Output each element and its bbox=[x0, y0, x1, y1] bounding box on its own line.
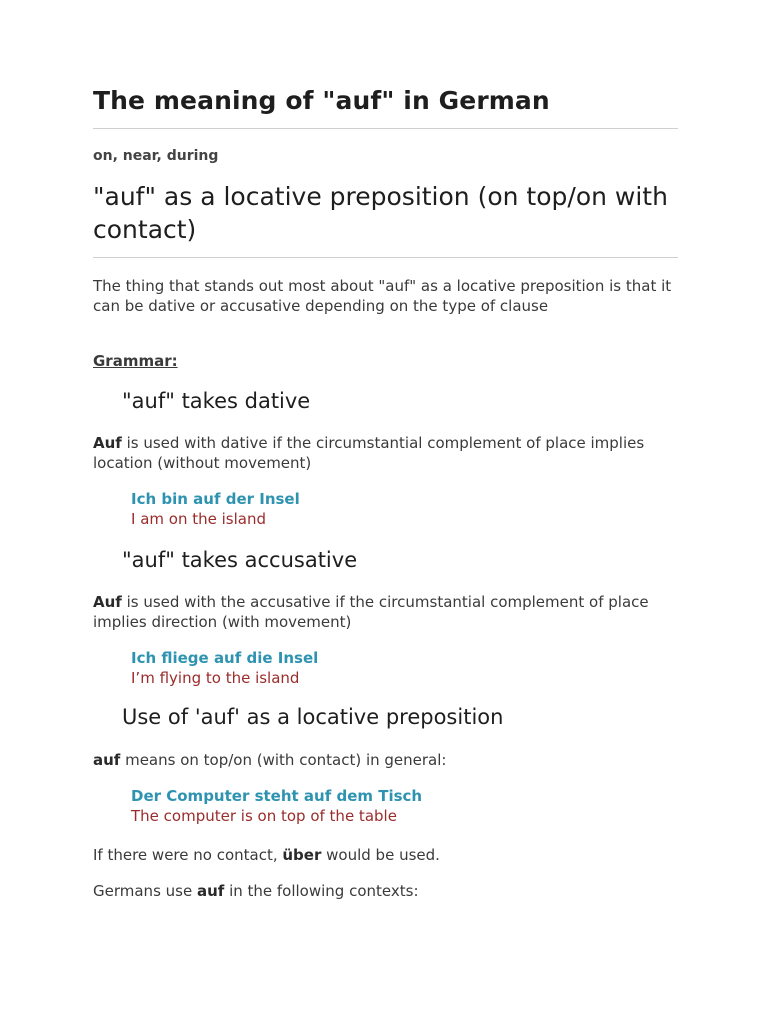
accusative-example-german: Ich fliege auf die Insel bbox=[131, 649, 319, 667]
accusative-example-english: I’m flying to the island bbox=[131, 669, 300, 687]
grammar-label: Grammar: bbox=[93, 352, 178, 370]
locative-heading: Use of 'auf' as a locative preposition bbox=[122, 705, 504, 729]
dative-heading: "auf" takes dative bbox=[122, 389, 311, 413]
section-heading: "auf" as a locative preposition (on top/on with contact) bbox=[93, 182, 668, 244]
dative-paragraph bbox=[93, 433, 678, 473]
contact-note-end: would be used. bbox=[321, 846, 440, 864]
accusative-keyword: Auf bbox=[93, 593, 122, 611]
dative-example-german: Ich bin auf der Insel bbox=[131, 490, 300, 508]
contact-note-keyword: über bbox=[282, 846, 322, 864]
locative-paragraph bbox=[93, 750, 678, 770]
accusative-heading: "auf" takes accusative bbox=[122, 548, 358, 572]
dative-example-english: I am on the island bbox=[131, 510, 266, 528]
contexts-note-text: Germans use bbox=[93, 882, 197, 900]
page-title: The meaning of "auf" in German bbox=[93, 86, 550, 115]
accusative-text: is used with the accusative if the circumstantial complement of place implies direction (with movement) bbox=[93, 593, 649, 631]
dative-text: is used with dative if the circumstantial complement of place implies location (without movement) bbox=[93, 434, 645, 472]
intro-paragraph: The thing that stands out most about "auf" as a locative preposition is that it can be dative or accusative depending on the type of clause bbox=[93, 277, 672, 315]
contexts-note-end: in the following contexts: bbox=[224, 882, 419, 900]
locative-example-english: The computer is on top of the table bbox=[131, 807, 397, 825]
accusative-paragraph bbox=[93, 592, 678, 632]
contact-note-text: If there were no contact, bbox=[93, 846, 283, 864]
contexts-note bbox=[93, 881, 678, 901]
title-divider bbox=[93, 128, 678, 129]
section-divider bbox=[93, 257, 678, 258]
contact-note bbox=[93, 845, 678, 865]
dative-keyword: Auf bbox=[93, 434, 122, 452]
locative-example-german: Der Computer steht auf dem Tisch bbox=[131, 787, 423, 805]
contexts-note-keyword: auf bbox=[196, 882, 225, 900]
locative-text: means on top/on (with contact) in general: bbox=[120, 751, 447, 769]
meaning-summary: on, near, during bbox=[93, 148, 219, 164]
locative-keyword: auf bbox=[93, 751, 121, 769]
